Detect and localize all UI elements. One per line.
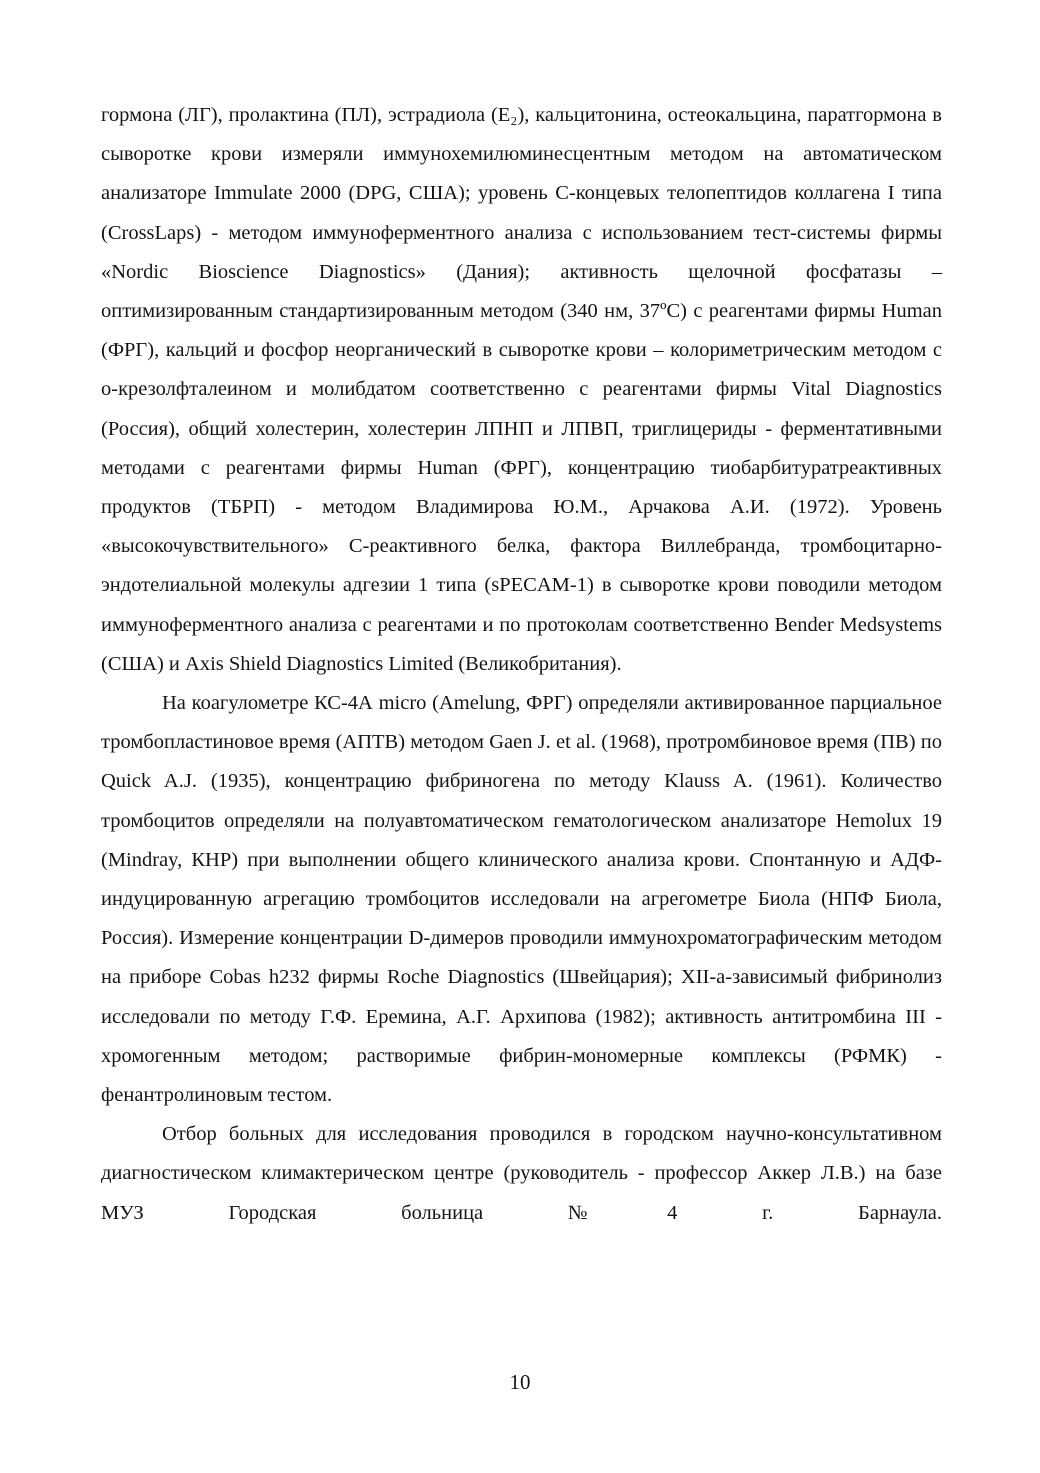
paragraph-coagulation-methods: На коагулометре КС-4А micro (Amelung, ФРГ) определяли активированное парциальное тромбопластиновое время (АПТВ) методом Gaen J. et al. (1968), протромбиновое время (ПВ) по Quick A.J. (1935), концентрацию фибриногена по методу Klauss A. (1961). Количество тромбоцитов определяли на полуавтоматическом гематологическом анализаторе Hemolux 19 (Mindray, КНР) при выполнении общего клинического анализа крови. Спонтанную и АДФ-индуцированную агрегацию тромбоцитов исследовали на агрегометре Биола (НПФ Биола, Россия). Измерение концентрации D-димеров проводили иммунохроматографическим методом на приборе Cobas h232 фирмы Roche Diagnostics (Швейцария); XII-а-зависимый фибринолиз исследовали по методу Г.Ф. Еремина, А.Г. Архипова (1982); активность антитромбина III - хромогенным методом; растворимые фибрин-мономерные комплексы (РФМК) - фенантролиновым тестом. (101, 692, 942, 1107)
paragraph-lab-methods: гормона (ЛГ), пролактина (ПЛ), эстрадиола (E₂), кальцитонина, остеокальцина, паратгормона в сыворотке крови измеряли иммунохемилюминесцентным методом на автоматическом анализаторе Immulate 2000 (DPG, США); уровень С-концевых телопептидов коллагена I типа (CrossLaps) - методом иммуноферментного анализа с использованием тест-системы фирмы «Nordic Bioscience Diagnostics» (Дания); активность щелочной фосфатазы – оптимизированным стандартизированным методом (340 нм, 37ºС) с реагентами фирмы Human (ФРГ), кальций и фосфор неорганический в сыворотке крови – колориметрическим методом с о-крезолфталеином и молибдатом соответственно с реагентами фирмы Vital Diagnostics (Россия), общий холестерин, холестерин ЛПНП и ЛПВП, триглицериды - ферментативными методами с реагентами фирмы Human (ФРГ), концентрацию тиобарбитуратреактивных продуктов (ТБРП) - методом Владимирова Ю.М., Арчакова А.И. (1972). Уровень «высокочувствительного» С-реактивного белка, фактора Виллебранда, тромбоцитарно-эндотелиальной молекулы адгезии 1 типа (sPECAM-1) в сыворотке крови поводили методом иммуноферментного анализа с реагентами и по протоколам соответственно Bender Medsystems (США) и Axis Shield Diagnostics Limited (Великобритания). (101, 104, 942, 675)
page-number: 10 (509, 1370, 531, 1394)
paragraph-patient-selection: Отбор больных для исследования проводился в городском научно-консультативном диагностическом климактерическом центре (руководитель - профессор Аккер Л.В.) на базе МУЗ Городская больница №4 г. Барнаула. (101, 1123, 942, 1224)
document-body (101, 96, 942, 1233)
